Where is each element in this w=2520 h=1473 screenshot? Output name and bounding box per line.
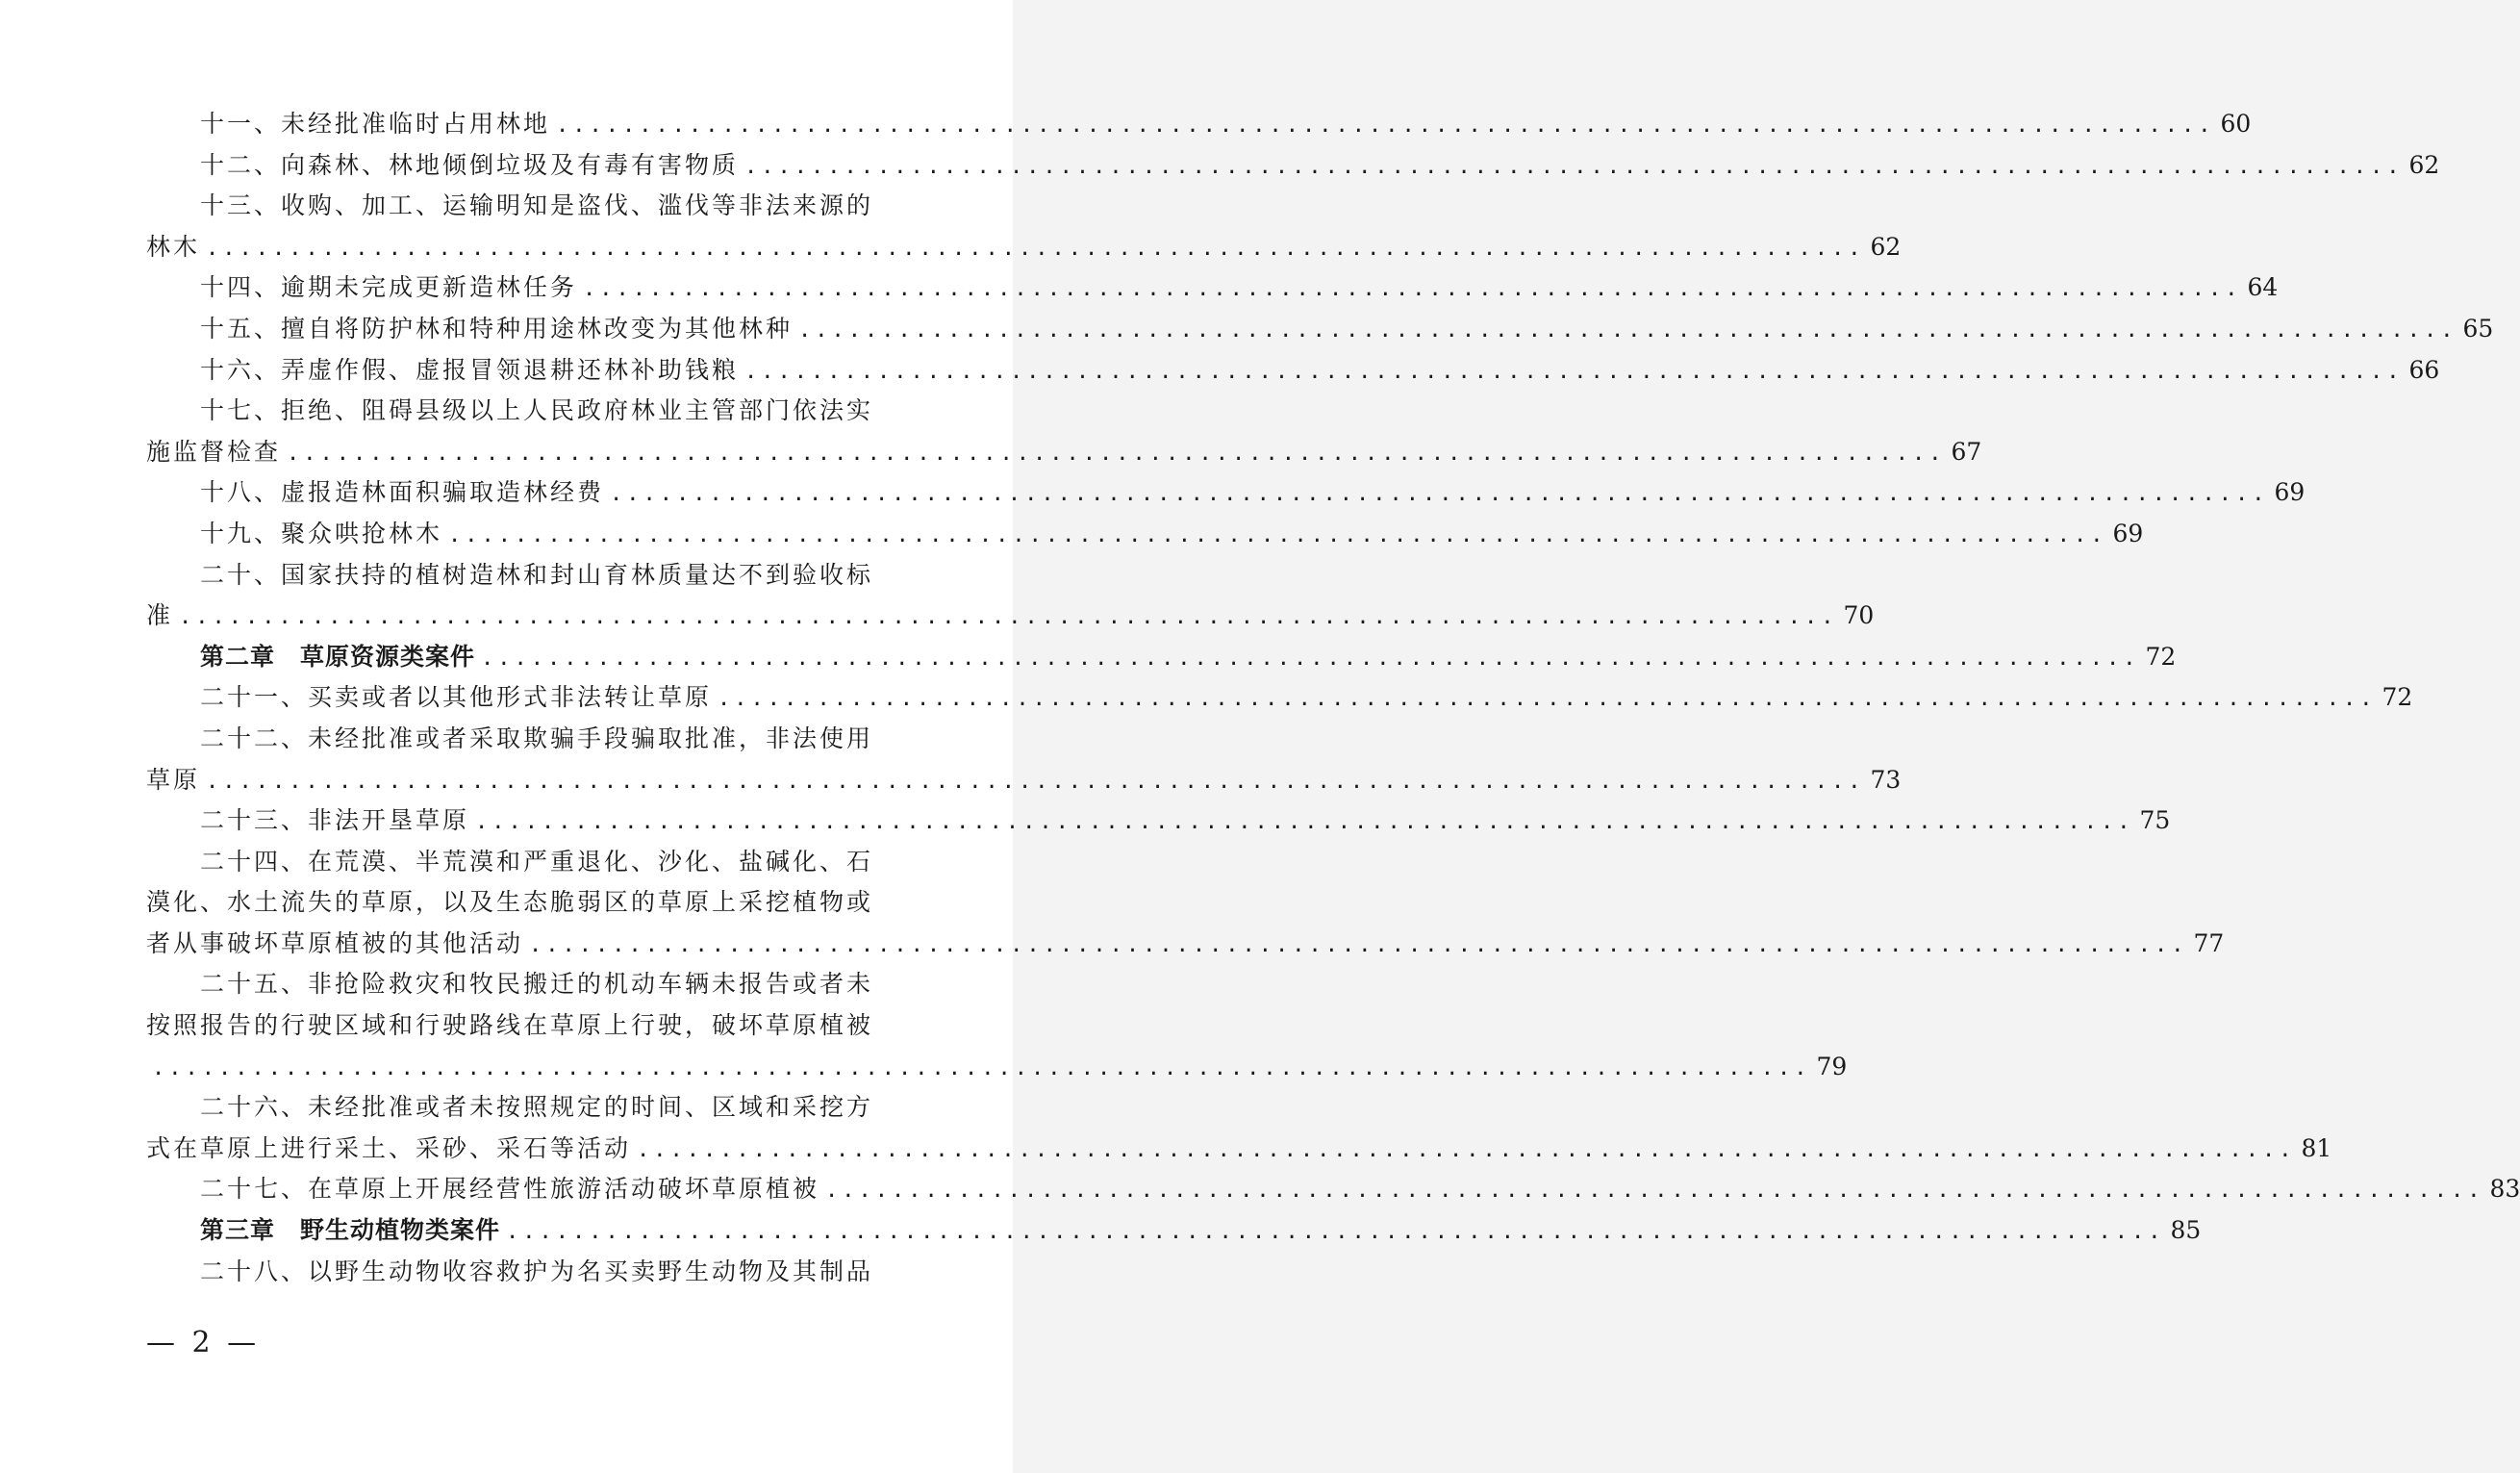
toc-entry-line[interactable]: [146, 227, 1902, 268]
dot-leader: ....................................................................................................: [287, 441, 1946, 466]
toc-entry-page: 77: [2193, 928, 2225, 957]
dot-leader: ....................................................................................................: [206, 236, 1865, 261]
toc-entry-line[interactable]: [146, 1087, 872, 1129]
dot-leader: ....................................................................................................: [610, 482, 2269, 507]
dot-leader: ....................................................................................................: [448, 522, 2107, 547]
table-of-contents: [146, 104, 2520, 1292]
toc-entry-line[interactable]: [146, 1047, 1848, 1088]
toc-entry-title-cont: 漠化、水土流失的草原，以及生态脆弱区的草原上采挖植物或: [146, 888, 874, 917]
toc-entry-title: 十三、收购、加工、运输明知是盗伐、滥伐等非法来源的: [200, 191, 874, 220]
toc-entry-line[interactable]: [146, 964, 872, 1005]
dot-leader: ....................................................................................................: [583, 277, 2242, 302]
dot-leader: ....................................................................................................: [481, 646, 2140, 671]
toc-entry-page: 72: [2145, 642, 2177, 671]
toc-entry-line[interactable]: [146, 760, 1902, 801]
toc-entry[interactable]: [146, 145, 2440, 187]
dot-leader: ....................................................................................................: [206, 769, 1865, 794]
toc-entry-line[interactable]: [146, 842, 872, 883]
toc-entry-page: 69: [2112, 519, 2144, 547]
toc-entry-title-cont: 者从事破坏草原植被的其他活动: [146, 928, 524, 957]
dot-leader: ....................................................................................................: [825, 1179, 2484, 1204]
dot-leader: ....................................................................................................: [556, 114, 2215, 138]
toc-entry-page: 79: [1816, 1052, 1848, 1080]
toc-entry-line[interactable]: [146, 555, 872, 597]
toc-entry[interactable]: [146, 267, 2279, 309]
toc-entry[interactable]: [146, 472, 2306, 514]
toc-entry-title: 二十二、未经批准或者采取欺骗手段骗取批准，非法使用: [200, 724, 874, 752]
toc-entry-line[interactable]: [146, 1252, 872, 1293]
chapter-title: 第三章 野生动植物类案件: [200, 1216, 501, 1245]
toc-entry-page: 70: [1843, 601, 1875, 630]
toc-entry-page: 64: [2247, 273, 2279, 302]
dot-leader: ....................................................................................................: [744, 359, 2404, 384]
toc-entry-page: 66: [2408, 355, 2440, 384]
toc-entry-page: 73: [1870, 765, 1902, 794]
toc-entry-page: 75: [2139, 806, 2171, 835]
dot-leader: ....................................................................................................: [506, 1220, 2165, 1245]
toc-entry[interactable]: [146, 514, 2144, 555]
toc-entry-line[interactable]: [146, 432, 1982, 473]
toc-chapter-heading[interactable]: [146, 1210, 2202, 1252]
toc-entry-title-cont: 按照报告的行驶区域和行驶路线在草原上行驶，破坏草原植被: [146, 1011, 874, 1040]
toc-entry-title: 二十八、以野生动物收容救护为名买卖野生动物及其制品: [200, 1257, 874, 1285]
toc-entry[interactable]: [146, 800, 2171, 842]
dot-leader: ....................................................................................................: [744, 154, 2404, 179]
dot-leader: ....................................................................................................: [475, 810, 2134, 835]
toc-entry-page: 81: [2301, 1133, 2332, 1162]
toc-entry-title: 十五、擅自将防护林和特种用途林改变为其他林种: [200, 314, 794, 343]
toc-entry-page: 62: [1870, 232, 1902, 261]
toc-entry-title-cont: 施监督检查: [146, 437, 282, 466]
toc-entry-page: 72: [2381, 683, 2413, 712]
toc-entry-title: 十四、逾期未完成更新造林任务: [200, 273, 578, 302]
toc-entry-title: 二十一、买卖或者以其他形式非法转让草原: [200, 683, 713, 712]
toc-entry-page: 60: [2220, 110, 2252, 138]
toc-entry[interactable]: [146, 1169, 2520, 1210]
toc-entry[interactable]: [146, 350, 2440, 392]
toc-entry-line[interactable]: [146, 186, 872, 227]
toc-chapter-heading[interactable]: [146, 637, 2177, 678]
toc-entry-line[interactable]: [146, 1005, 872, 1047]
toc-entry[interactable]: [146, 677, 2413, 719]
toc-entry[interactable]: [146, 104, 2252, 145]
dot-leader: ....................................................................................................: [529, 932, 2188, 957]
dot-leader: ....................................................................................................: [718, 687, 2377, 712]
toc-entry-line[interactable]: [146, 1129, 2332, 1170]
toc-entry-line[interactable]: [146, 882, 872, 924]
dot-leader: ....................................................................................................: [798, 317, 2457, 343]
toc-entry-title-cont: 林木: [146, 232, 201, 261]
toc-entry-title: 十二、向森林、林地倾倒垃圾及有毒有害物质: [200, 150, 740, 179]
toc-entry-page: 69: [2274, 478, 2306, 507]
toc-entry-line[interactable]: [146, 596, 1875, 637]
dot-leader: ....................................................................................................: [179, 605, 1838, 630]
toc-entry-line[interactable]: [146, 391, 872, 432]
toc-entry-title: 十八、虚报造林面积骗取造林经费: [200, 478, 605, 507]
toc-entry-title-cont: 式在草原上进行采土、采砂、采石等活动: [146, 1133, 632, 1162]
toc-entry-page: 67: [1951, 437, 1982, 466]
toc-entry-title: 二十七、在草原上开展经营性旅游活动破坏草原植被: [200, 1175, 820, 1204]
toc-entry-page: 85: [2170, 1216, 2202, 1245]
toc-entry-page: 65: [2462, 314, 2494, 343]
toc-entry-title: 二十三、非法开垦草原: [200, 806, 470, 835]
dot-leader: ....................................................................................................: [637, 1137, 2296, 1162]
toc-entry-title-cont: 准: [146, 601, 174, 630]
toc-entry-title-cont: 草原: [146, 765, 201, 794]
toc-entry-title: 十一、未经批准临时占用林地: [200, 110, 551, 138]
toc-entry-page: 62: [2408, 150, 2440, 179]
chapter-title: 第二章 草原资源类案件: [200, 642, 476, 671]
toc-entry-line[interactable]: [146, 924, 2225, 965]
toc-entry-title: 十六、弄虚作假、虚报冒领退耕还林补助钱粮: [200, 355, 740, 384]
toc-entry[interactable]: [146, 309, 2494, 350]
toc-entry-page: 83: [2489, 1175, 2520, 1204]
dot-leader: ....................................................................................................: [152, 1055, 1811, 1080]
page-number: — 2 —: [146, 1326, 261, 1359]
toc-entry-title: 二十五、非抢险救灾和牧民搬迁的机动车辆未报告或者未: [200, 970, 874, 999]
toc-entry-title: 十九、聚众哄抢林木: [200, 519, 443, 547]
toc-entry-title: 十七、拒绝、阻碍县级以上人民政府林业主管部门依法实: [200, 396, 874, 425]
toc-entry-title: 二十六、未经批准或者未按照规定的时间、区域和采挖方: [200, 1093, 874, 1122]
toc-entry-line[interactable]: [146, 719, 872, 760]
toc-entry-title: 二十、国家扶持的植树造林和封山育林质量达不到验收标: [200, 560, 874, 589]
toc-entry-title: 二十四、在荒漠、半荒漠和严重退化、沙化、盐碱化、石: [200, 847, 874, 876]
